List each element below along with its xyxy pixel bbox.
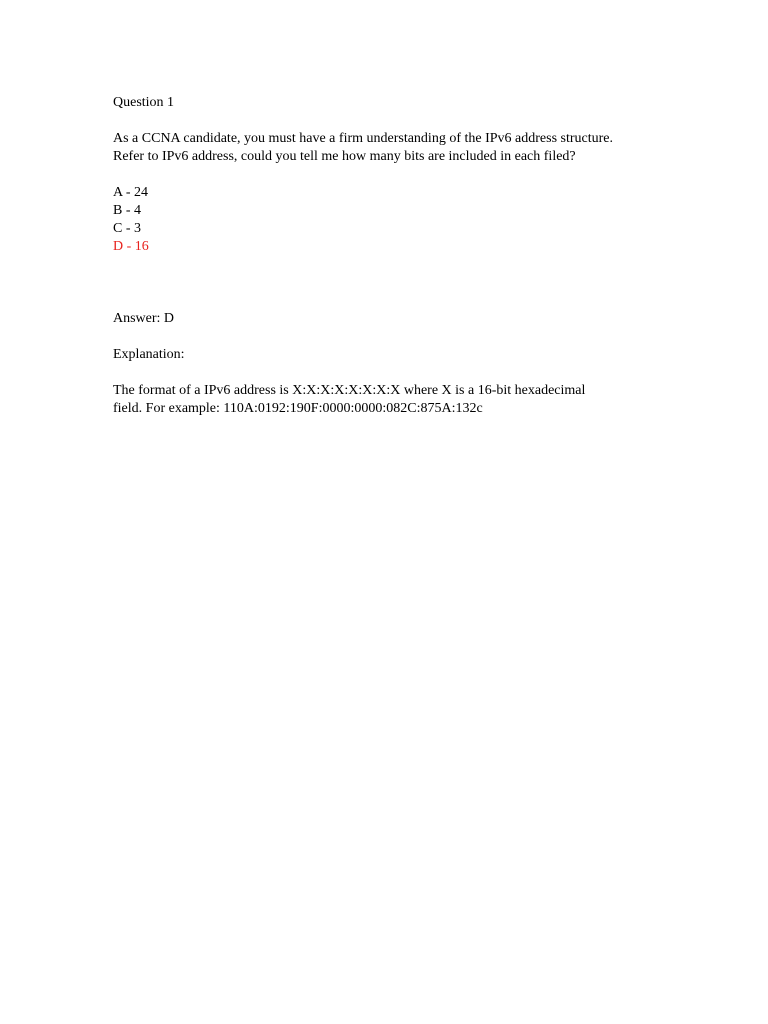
question-block	[113, 94, 673, 418]
question-text-line: Refer to IPv6 address, could you tell me how many bits are included in each filed?	[113, 149, 576, 164]
question-text-line: As a CCNA candidate, you must have a firm understanding of the IPv6 address structure.	[113, 131, 614, 146]
explanation-heading: Explanation:	[113, 347, 185, 362]
answer-options	[113, 184, 673, 256]
explanation-text	[113, 382, 673, 418]
explanation-line: The format of a IPv6 address is X:X:X:X:X:X:X:X where X is a 16-bit hexadecimal	[113, 383, 586, 398]
option-b: B - 4	[113, 203, 141, 218]
option-a: A - 24	[113, 185, 148, 200]
option-d-correct: D - 16	[113, 239, 149, 254]
answer-line: Answer: D	[113, 311, 175, 326]
question-title: Question 1	[113, 95, 175, 110]
explanation-line: field. For example: 110A:0192:190F:0000:0000:082C:875A:132c	[113, 401, 483, 416]
option-c: C - 3	[113, 221, 141, 236]
question-text	[113, 130, 673, 166]
